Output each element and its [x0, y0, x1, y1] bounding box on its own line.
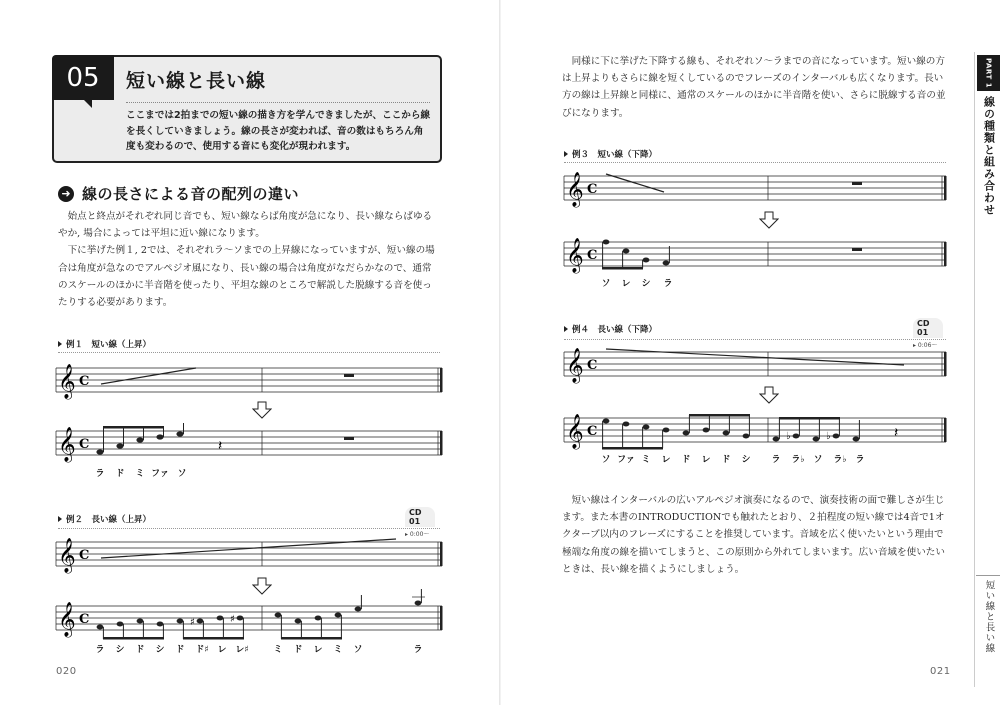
svg-text:♯: ♯ — [230, 614, 235, 625]
example-4-staff-line-sketch — [564, 346, 954, 386]
note-name: ラ♭ — [791, 455, 805, 465]
triangle-bullet-icon — [564, 151, 568, 157]
svg-text:C: C — [79, 374, 90, 389]
section-number-tail — [84, 100, 92, 108]
cd-track: CD 01 — [405, 507, 435, 527]
cd-time: ▸ 0:06〜 — [913, 342, 938, 349]
example-1-label-text: 例１ 短い線（上昇） — [66, 340, 152, 350]
note-name: ソ — [813, 455, 823, 465]
section-tab: 短い線と長い線 — [983, 580, 995, 654]
note-name: ソ — [177, 469, 187, 479]
left-body — [58, 208, 436, 311]
note-name: ミ — [273, 645, 283, 655]
example-2-rule — [58, 528, 440, 529]
note-name: ラ — [95, 645, 105, 655]
svg-text:𝄞: 𝄞 — [58, 364, 76, 399]
section-rule — [126, 102, 430, 103]
note-name: ド — [115, 469, 125, 479]
cd-badge-2 — [913, 318, 943, 349]
note-name: シ — [641, 279, 651, 289]
svg-text:C: C — [587, 182, 598, 197]
subheading — [58, 183, 299, 204]
page-number-right: 021 — [930, 666, 951, 677]
note-name: レ — [217, 645, 227, 655]
cd-badge-1 — [405, 507, 435, 538]
svg-text:𝄽: 𝄽 — [218, 438, 223, 454]
note-name: ラ — [771, 455, 781, 465]
side-tab-divider — [974, 52, 975, 687]
svg-text:C: C — [587, 358, 598, 373]
subheading-text: 線の長さによる音の配列の違い — [82, 185, 300, 203]
svg-text:𝄞: 𝄞 — [566, 348, 584, 383]
svg-text:𝄞: 𝄞 — [566, 414, 584, 449]
note-name: ラ♭ — [833, 455, 847, 465]
example-1-label — [58, 338, 151, 350]
note-name: レ♯ — [235, 645, 249, 655]
side-tab-separator — [976, 575, 1000, 576]
page-number-left: 020 — [56, 666, 77, 677]
down-arrow-icon — [759, 386, 779, 404]
chapter-tab: 線の種類と組み合わせ — [982, 96, 996, 216]
right-paragraph-2: 短い線はインターバルの広いアルペジオ演奏になるので、演奏技術の面で難しさが生じます。また本書のINTRODUCTIONでも触れたとおり、２拍程度の短い線では4音で1オクターブ以内のフレーズにすることを推奨しています。音域を広く使いたいという理由で極端な角度の線を描いてしまうと、この原則から外れてしまいます。広い音域を使いたいときは、長い線を描くようにしましょう。 — [562, 495, 945, 575]
svg-text:♭: ♭ — [786, 431, 791, 442]
svg-text:♯: ♯ — [190, 617, 195, 628]
note-name: ド♯ — [195, 645, 209, 655]
example-2-staff-notes — [56, 600, 446, 640]
example-1-staff-line-sketch — [56, 362, 446, 402]
example-1-staff-notes — [56, 425, 446, 465]
section-number: 05 — [52, 55, 114, 100]
example-2-label-text: 例２ 長い線（上昇） — [66, 515, 152, 525]
note-name: ミ — [641, 455, 651, 465]
note-name: ファ — [617, 455, 635, 465]
svg-text:C: C — [79, 548, 90, 563]
note-name: ミ — [333, 645, 343, 655]
svg-text:𝄽: 𝄽 — [894, 425, 899, 441]
note-name: ド — [175, 645, 185, 655]
note-name: ド — [293, 645, 303, 655]
right-paragraph-1: 同様に下に挙げた下降する線も、それぞれソ〜ラまでの音になっています。短い線の方は上昇よりもさらに線を短くしているのでフレーズのインターバルも広くなります。長い方の線は上昇線と同様に、通常のスケールのほかに半音階を使い、さらに脱線する音の並びになります。 — [562, 56, 946, 119]
example-3-staff-line-sketch — [564, 170, 954, 210]
svg-text:𝄞: 𝄞 — [566, 238, 584, 273]
down-arrow-icon — [252, 577, 272, 595]
triangle-bullet-icon — [58, 516, 62, 522]
note-name: ラ — [663, 279, 673, 289]
note-name: ラ — [413, 645, 423, 655]
note-name: ド — [135, 645, 145, 655]
note-name: ミ — [135, 469, 145, 479]
note-name: ファ — [151, 469, 169, 479]
example-3-label-text: 例３ 短い線（下降） — [572, 150, 658, 160]
note-name: ソ — [601, 455, 611, 465]
note-name: レ — [621, 279, 631, 289]
note-name: ド — [721, 455, 731, 465]
left-paragraph-1: 始点と終点がそれぞれ同じ音でも、短い線ならば角度が急になり、長い線ならばゆるやか, 場合によっては平坦に近い線になります。 — [58, 211, 433, 240]
note-name: シ — [155, 645, 165, 655]
example-4-label-text: 例４ 長い線（下降） — [572, 325, 658, 335]
left-paragraph-2: 下に挙げた例１, 2では、それぞれラ〜ソまでの上昇線になっていますが、短い線の場合は角度が急なのでアルペジオ風になり、長い線の場合は角度がなだらかなので、通常のスケールのほかに半音階を使ったり、平坦な線のところで解説した脱線する音を使ったりする必要があります。 — [58, 245, 435, 309]
note-name: レ — [313, 645, 323, 655]
svg-text:𝄞: 𝄞 — [58, 538, 76, 573]
triangle-bullet-icon — [564, 326, 568, 332]
example-2-staff-line-sketch — [56, 536, 446, 576]
svg-text:♭: ♭ — [826, 431, 831, 442]
example-3-label — [564, 148, 657, 160]
note-name: シ — [115, 645, 125, 655]
note-name: レ — [661, 455, 671, 465]
svg-text:C: C — [79, 437, 90, 452]
svg-text:C: C — [79, 612, 90, 627]
note-name: ラ — [855, 455, 865, 465]
example-4-rule — [564, 339, 946, 340]
svg-text:𝄞: 𝄞 — [58, 602, 76, 637]
down-arrow-icon — [759, 211, 779, 229]
note-name: レ — [701, 455, 711, 465]
right-body-bottom — [562, 492, 952, 578]
note-name: ソ — [601, 279, 611, 289]
part-tab: PART 1 — [977, 55, 1000, 91]
example-1-rule — [58, 352, 440, 353]
note-name: シ — [741, 455, 751, 465]
svg-text:𝄞: 𝄞 — [58, 427, 76, 462]
cd-track: CD 01 — [913, 318, 943, 338]
svg-text:𝄞: 𝄞 — [566, 172, 584, 207]
example-3-staff-notes — [564, 236, 954, 276]
example-3-rule — [564, 162, 946, 163]
down-arrow-icon — [252, 401, 272, 419]
arrow-right-icon: ➜ — [58, 186, 74, 202]
example-4-staff-notes — [564, 412, 954, 452]
cd-time: ▸ 0:00〜 — [405, 531, 430, 538]
note-name: ド — [681, 455, 691, 465]
section-intro: ここまでは2拍までの短い線の描き方を学んできましたが、ここから線を長くしていきましょう。線の長さが変われば、音の数はもちろん角度も変わるので、使用する音にも変化が現われます。 — [126, 110, 431, 152]
example-2-label — [58, 513, 151, 525]
svg-text:C: C — [587, 424, 598, 439]
triangle-bullet-icon — [58, 341, 62, 347]
section-title: 短い線と長い線 — [126, 70, 267, 92]
right-body-top — [562, 53, 952, 122]
gutter — [499, 0, 501, 705]
note-name: ソ — [353, 645, 363, 655]
note-name: ラ — [95, 469, 105, 479]
example-4-label — [564, 323, 657, 335]
svg-text:C: C — [587, 248, 598, 263]
